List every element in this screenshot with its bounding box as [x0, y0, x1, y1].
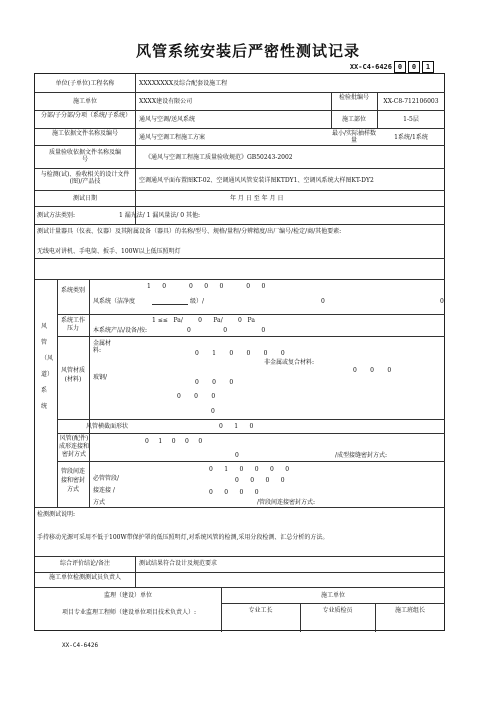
- pressure-label: 系统工作压力: [60, 317, 85, 332]
- system-side-label: 风管（风道）系统: [41, 323, 54, 410]
- quality-value: 《通风与空调工程施工质量验收规范》GB50243-2002: [145, 154, 293, 161]
- sampling-label: 最小/实际抽样数量: [331, 130, 377, 144]
- joint-row3: 0 0 0 0: [209, 489, 259, 496]
- pressure-note: 本系统产品/设备/按:: [93, 327, 148, 334]
- code-box: 1: [422, 61, 434, 73]
- location-label: 施工部位: [341, 116, 366, 123]
- inspection-value: XX-C8-712106003: [383, 98, 439, 105]
- instruments-value: 无线电对讲机、手电筒、扳手、100W以上低压照明灯: [37, 248, 181, 255]
- material-zeros: 0 0 0: [353, 367, 392, 374]
- conclusion-value: 测试结果符合设计及规范要求: [139, 560, 218, 567]
- signature-constructor-label: 施工单位: [320, 592, 345, 599]
- system-type-row2d: 0: [440, 298, 444, 305]
- material-nonmetal: 非金属或复合材料:: [264, 359, 315, 366]
- sampling-value: 1系统/1系统: [394, 134, 428, 141]
- record-form: [34, 73, 445, 631]
- quality-label: 质量验收依据文件名称及编号: [49, 149, 122, 163]
- joint-row2: 0 0 0 0: [235, 477, 285, 484]
- constructor-label: 施工单位: [72, 98, 97, 105]
- material-zeros: 0 0 0: [195, 379, 234, 386]
- cross-section-label: 风管横截面形状: [85, 423, 128, 430]
- foreman-label: 专业工长: [248, 607, 273, 614]
- date-value: 年 月 日 至 年 月 日: [230, 195, 284, 202]
- system-type-row2: 风系统（洁净度: [93, 298, 136, 305]
- system-type-row1: 1 0 0 0 0 0 0: [147, 283, 266, 290]
- basis-value: 通风与空调工程施工方案: [139, 134, 206, 141]
- code-box: 0: [408, 61, 420, 73]
- joint-row4: /管段间连接密封方式:: [257, 499, 316, 506]
- joint-text-c: 方式: [93, 499, 106, 506]
- joint-label: 管段间连接和密封方式: [60, 468, 85, 493]
- fitting-row2b: /成型接缝密封方式:: [335, 452, 388, 459]
- pressure-row: 1 ≤≤ Pa/ 0 Pa/ 0 Pa: [152, 317, 255, 324]
- footer-code: XX-C4-6426: [62, 642, 99, 649]
- joint-row1: 0 1 0 0 0 0: [209, 466, 290, 473]
- instruments-label: 测试计量器具（仪表、仪器）及其附属设备（器具）的名称/型号、规格/量程/分辨精度/出厂编号/检定/商/其他要素:: [37, 228, 342, 235]
- fitting-label: 风管(配件)成形连接和密封方式: [59, 435, 90, 458]
- pressure-zeros: 0 0 0: [187, 327, 266, 334]
- material-zeros: 0: [211, 408, 215, 415]
- unit-project-value: XXXXXXXX及综合配套设施工程: [139, 80, 228, 87]
- location-value: 1-5层: [403, 116, 419, 123]
- design-label: 与检测(试)、验收相关的设计文件(图)/产品技: [40, 171, 130, 185]
- code-prefix: XX-C4-6426: [349, 63, 392, 71]
- method-label: 测试方法类别:: [37, 212, 76, 219]
- system-type-label: 系统类别: [60, 287, 85, 294]
- inspection-label: 检验批编号: [338, 94, 369, 101]
- code-box: 0: [394, 61, 406, 73]
- fitting-row1: 0 1 0 0 0: [145, 438, 203, 445]
- inspector-label: 施工单位检测测试员负责人: [48, 574, 121, 581]
- joint-text-b: 接连接 /: [93, 487, 115, 494]
- material-fiberglass: 玻钢/: [93, 374, 108, 381]
- supervisor-label: 监理（建设）单位: [103, 592, 152, 599]
- material-label: 风管材质(材料): [60, 367, 85, 383]
- page-title: 风管系统安装后严密性测试记录: [135, 42, 360, 60]
- conclusion-label: 综合评价结论/备注: [59, 560, 111, 567]
- subdivision-value: 通风与空调/送风系统: [139, 116, 196, 123]
- quality-inspector-label: 专业质检员: [322, 607, 353, 614]
- material-zeros: 0 1 0 0 0 0: [195, 350, 285, 357]
- method-options: 1 漏光法/ 1 漏风量法/ 0 其他:: [119, 212, 201, 219]
- basis-label: 施工依据文件名称及编号: [51, 130, 118, 137]
- joint-text-a: 必管管段/: [93, 475, 120, 482]
- constructor-value: XXXX建设有限公司: [139, 98, 193, 105]
- team-leader-label: 施工班组长: [394, 607, 425, 614]
- cross-section-values: 0 1 0: [219, 423, 254, 430]
- material-zeros: 0 0 0: [177, 393, 216, 400]
- date-label: 测试日期: [72, 195, 97, 202]
- description-text: 手持移动光源可采用不低于100W带保护罩的低压照明灯,对系统风管的检测,采用分段检测、汇总分析的方法。: [37, 534, 329, 541]
- system-type-row2c: 0: [321, 298, 325, 305]
- fitting-row2: 0: [235, 452, 239, 459]
- unit-project-label: 单位(子单位)工程名称: [55, 80, 115, 87]
- record-code: [350, 61, 434, 73]
- description-label: 检测测试说明:: [37, 511, 76, 518]
- design-value: 空调通风平面布置图KT-02、空调通风风管安装详图KTDY1、空调风系统大样图KT-DY2: [139, 177, 374, 184]
- material-metal: 金属材料:: [93, 340, 112, 354]
- system-type-row2b: 级）/: [190, 298, 205, 305]
- engineer-label: 项目专业监理工程师（建设单位项目技术负责人）:: [61, 609, 197, 616]
- subdivision-label: 分部/子分部/分项（系统/子系统）: [41, 112, 132, 119]
